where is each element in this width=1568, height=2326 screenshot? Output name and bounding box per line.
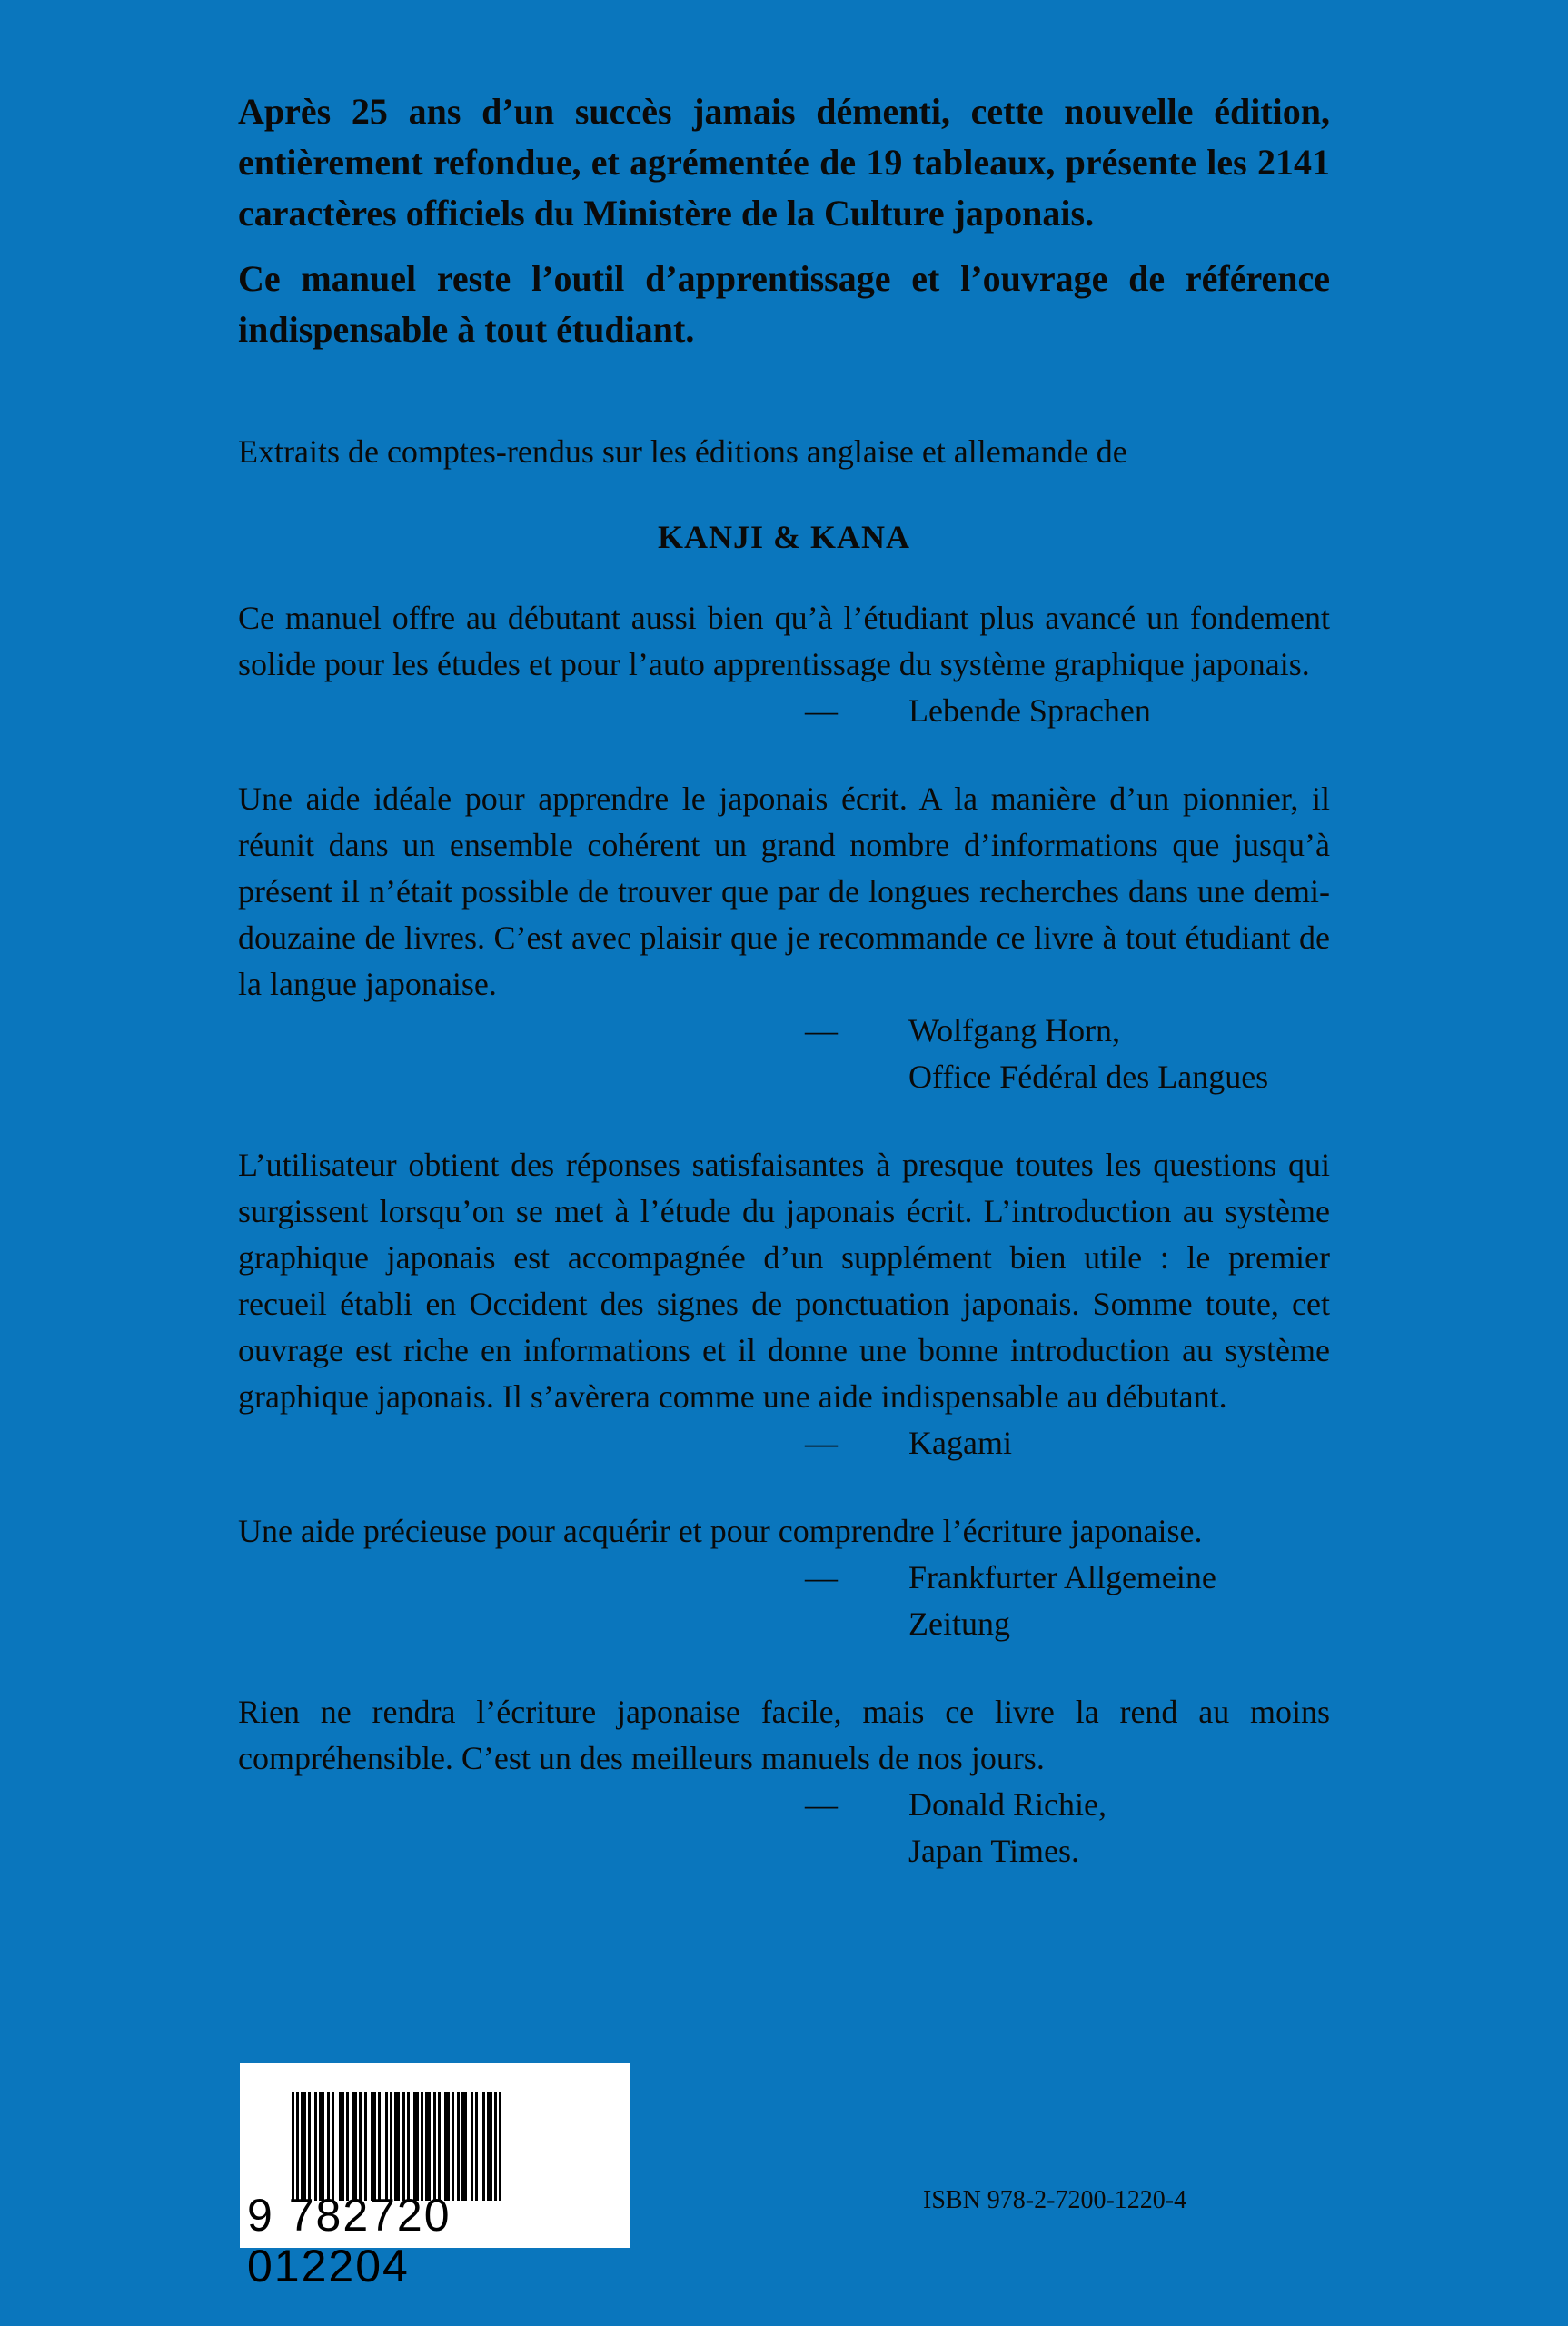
attribution-dash: — bbox=[805, 1012, 838, 1049]
review-attribution bbox=[238, 1782, 1330, 1874]
review bbox=[238, 776, 1330, 1100]
review-text: L’utilisateur obtient des réponses satisfaisantes à presque toutes les questions qui surgissent lorsqu’on se met à l’étude du japonais écrit. L’introduction au système graphique japonais est accompagnée d’un supplément bien utile : le premier recueil établi en Occident des signes de ponctuation japonais. Somme toute, cet ouvrage est riche en informations et il donne une bonne introduction au système graphique japonais. Il s’avèrera comme une aide indispensable au débutant. bbox=[238, 1147, 1330, 1415]
review-source bbox=[908, 1782, 1107, 1874]
isbn-label: ISBN 978-2-7200-1220-4 bbox=[923, 2186, 1187, 2214]
review-attribution bbox=[238, 1420, 1330, 1466]
review-text: Une aide idéale pour apprendre le japonais écrit. A la manière d’un pionnier, il réunit dans un ensemble cohérent un grand nombre d’informations que jusqu’à présent il n’était possible de trouver que par de longues recherches dans une demi-douzaine de livres. C’est avec plaisir que je recommande ce livre à tout étudiant de la langue japonaise. bbox=[238, 780, 1330, 1002]
intro-paragraph: Après 25 ans d’un succès jamais démenti, cette nouvelle édition, entièrement refondue, et agrémentée de 19 tableaux, présente les 2141 caractères officiels du Ministère de la Culture japonais. bbox=[238, 91, 1330, 234]
review-attribution bbox=[238, 688, 1330, 734]
intro-paragraph: Ce manuel reste l’outil d’apprentissage et l’ouvrage de référence indispensable à tout étudiant. bbox=[238, 258, 1330, 350]
review-source bbox=[908, 1008, 1268, 1100]
extracts-heading: Extraits de comptes-rendus sur les éditions anglaise et allemande de bbox=[238, 433, 1127, 470]
intro-block bbox=[238, 86, 1330, 355]
review bbox=[238, 1508, 1330, 1647]
source-line: Kagami bbox=[908, 1425, 1012, 1461]
review-attribution bbox=[238, 1008, 1330, 1100]
review-source bbox=[908, 688, 1151, 734]
review-text: Ce manuel offre au débutant aussi bien qu’à l’étudiant plus avancé un fondement solide pour les études et pour l’auto apprentissage du système graphique japonais. bbox=[238, 600, 1330, 682]
review-text: Une aide précieuse pour acquérir et pour comprendre l’écriture japonaise. bbox=[238, 1513, 1203, 1549]
review-text: Rien ne rendra l’écriture japonaise facile, mais ce livre la rend au moins compréhensible. C’est un des meilleurs manuels de nos jours. bbox=[238, 1694, 1330, 1776]
source-line: Office Fédéral des Langues bbox=[908, 1059, 1269, 1095]
barcode-bars bbox=[292, 2092, 595, 2201]
source-line: Japan Times. bbox=[908, 1833, 1080, 1869]
source-line: Zeitung bbox=[908, 1605, 1010, 1642]
source-line: Lebende Sprachen bbox=[908, 692, 1151, 729]
attribution-dash: — bbox=[805, 1425, 838, 1461]
review-attribution bbox=[238, 1555, 1330, 1647]
review bbox=[238, 1142, 1330, 1466]
source-line: Wolfgang Horn, bbox=[908, 1012, 1121, 1049]
attribution-dash: — bbox=[805, 692, 838, 729]
review-source bbox=[908, 1555, 1216, 1647]
review-source bbox=[908, 1420, 1012, 1466]
back-cover-text bbox=[238, 86, 1330, 1874]
barcode-digits: 9 782720 012204 bbox=[247, 2190, 452, 2291]
review bbox=[238, 1689, 1330, 1874]
attribution-dash: — bbox=[805, 1559, 838, 1595]
book-title: KANJI & KANA bbox=[658, 519, 910, 555]
review bbox=[238, 595, 1330, 734]
barcode bbox=[240, 2063, 630, 2291]
attribution-dash: — bbox=[805, 1786, 838, 1823]
barcode-bar bbox=[499, 2092, 501, 2201]
source-line: Frankfurter Allgemeine bbox=[908, 1559, 1216, 1595]
source-line: Donald Richie, bbox=[908, 1786, 1107, 1823]
